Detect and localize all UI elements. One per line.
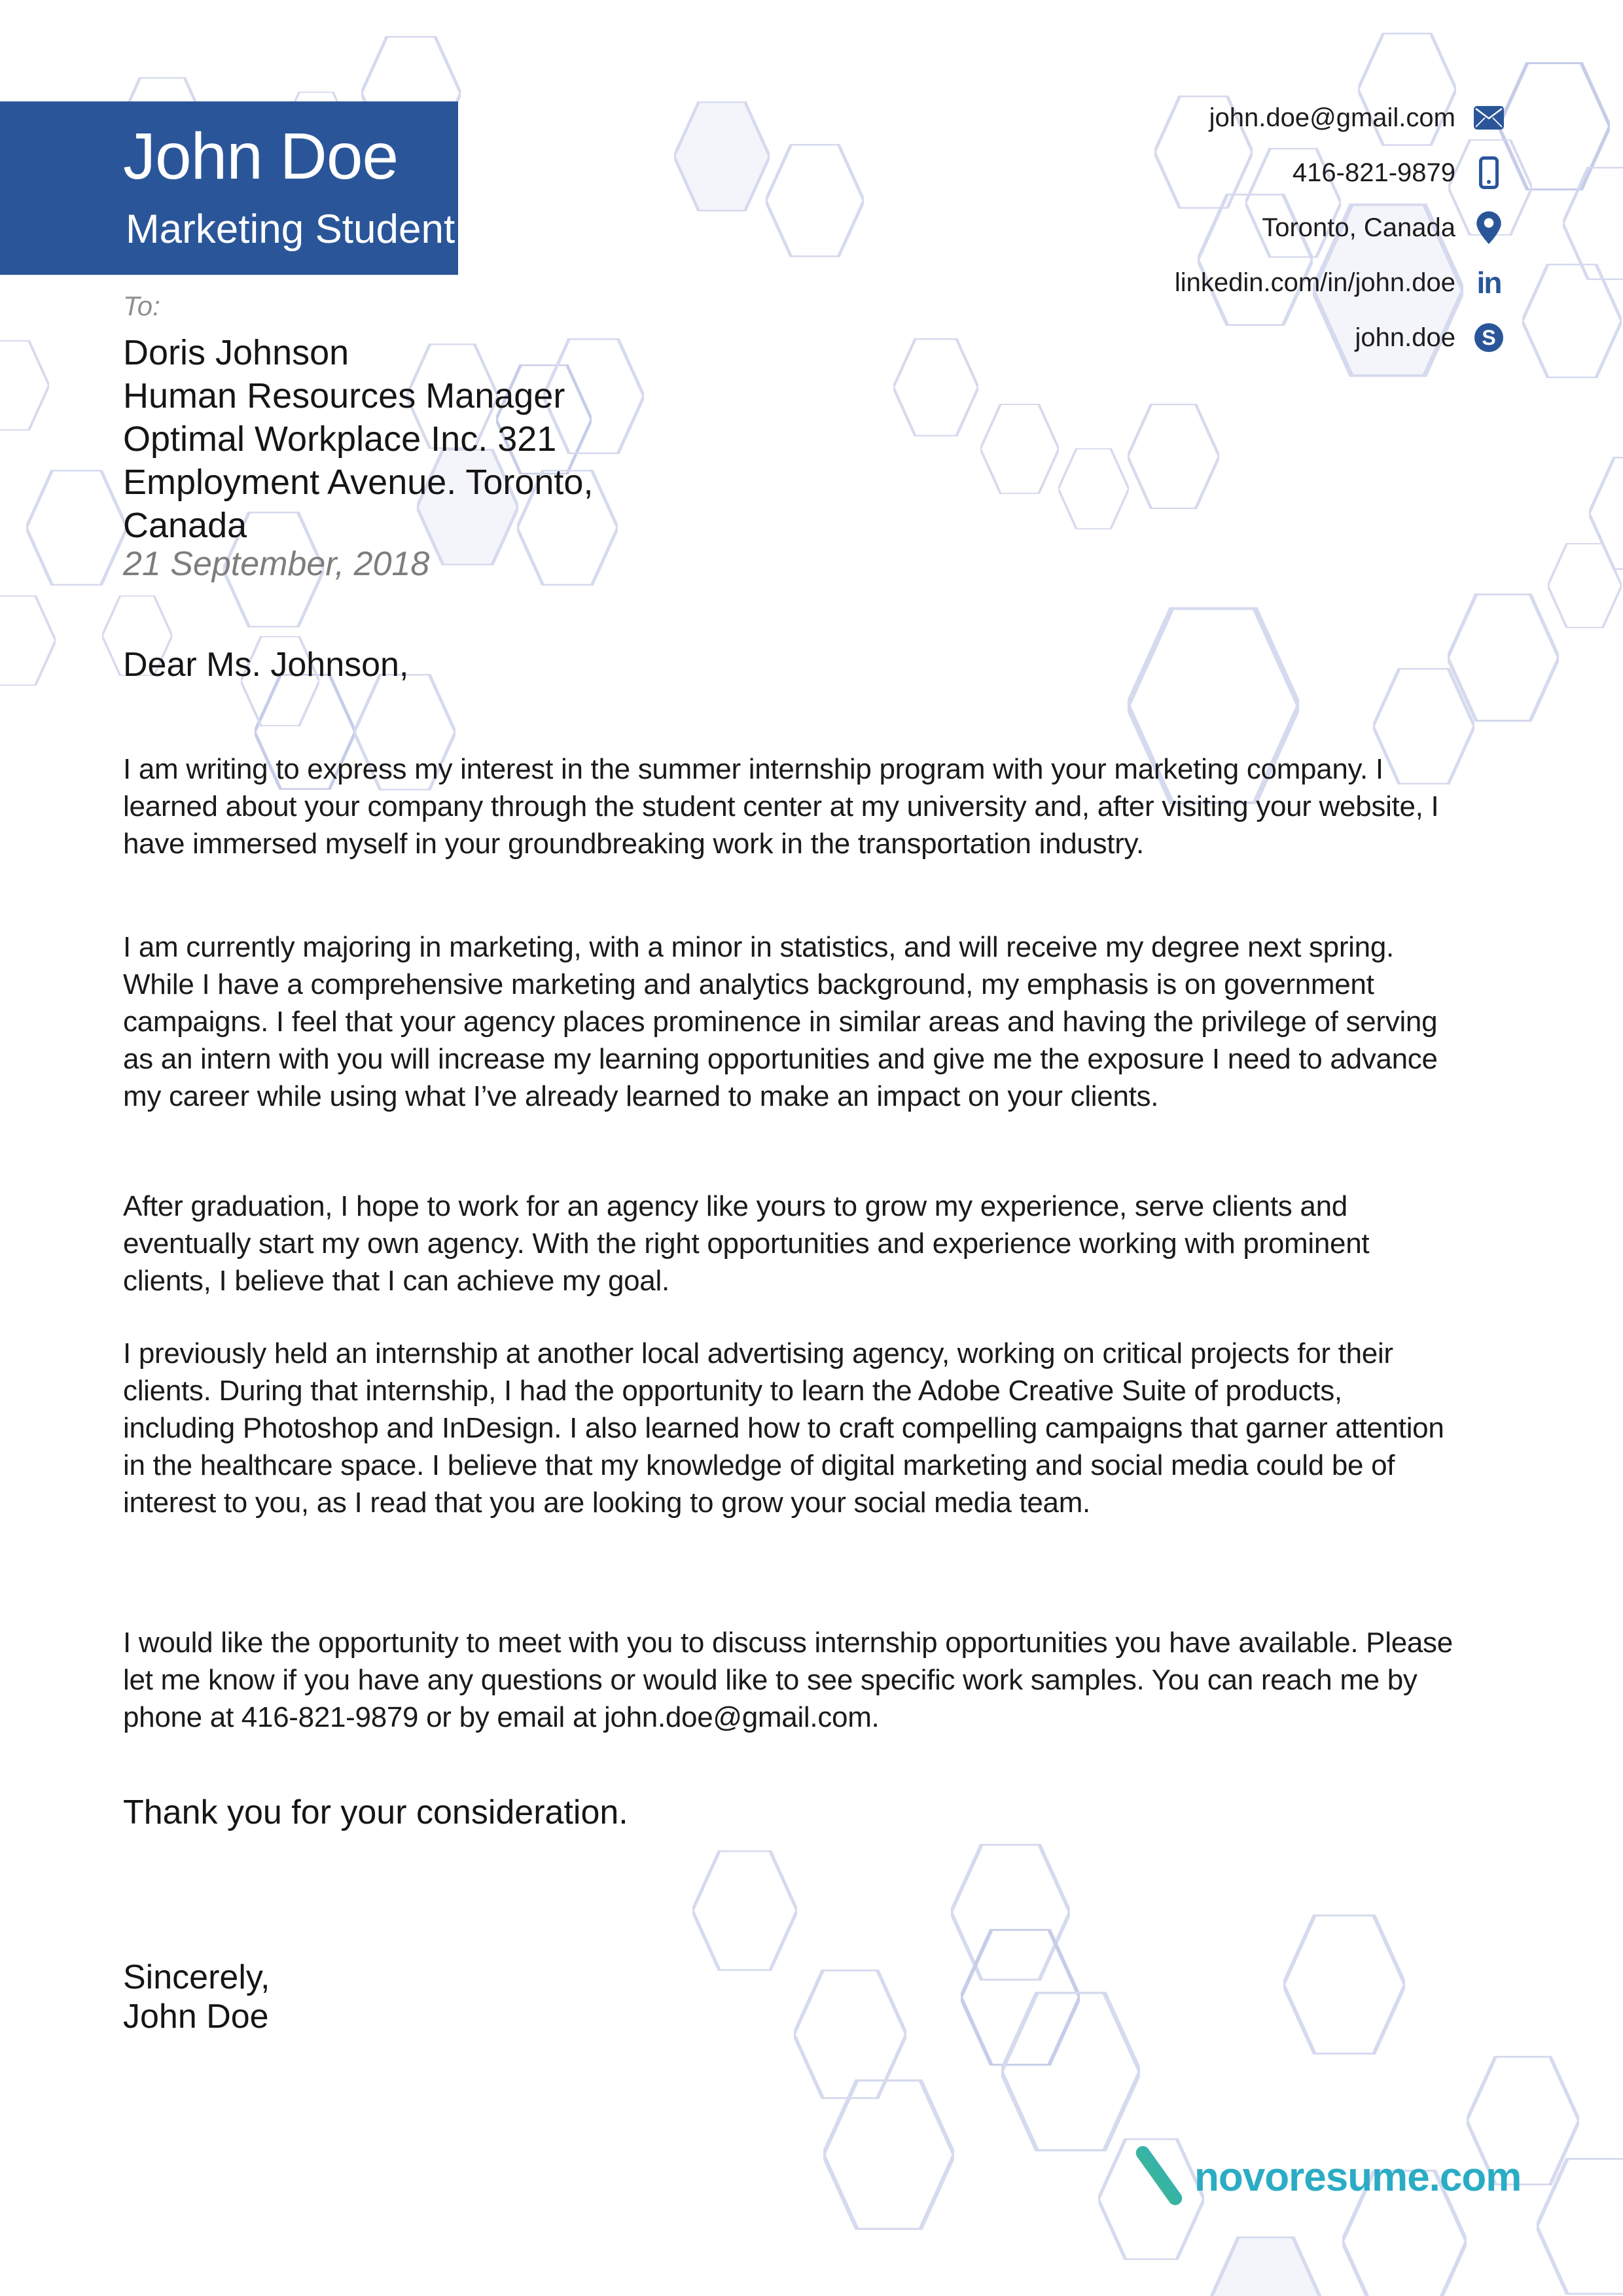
linkedin-value[interactable]: linkedin.com/in/john.doe	[1174, 268, 1455, 297]
thanks-line: Thank you for your consideration.	[123, 1793, 628, 1831]
recipient-role: Human Resources Manager	[123, 376, 565, 415]
novoresume-wordmark: novoresume.com	[1194, 2155, 1522, 2200]
closing-signature: John Doe	[123, 1998, 269, 2036]
contact-row-linkedin	[1175, 255, 1505, 310]
novoresume-logo[interactable]	[1134, 2145, 1521, 2210]
recipient-country: Canada	[123, 506, 247, 545]
recipient-block	[123, 331, 593, 547]
skype-value: john.doe	[1355, 323, 1455, 352]
phone-value: 416-821-9879	[1292, 158, 1455, 187]
email-icon	[1472, 101, 1505, 134]
contact-info	[1175, 90, 1505, 365]
salutation: Dear Ms. Johnson,	[123, 646, 409, 684]
letter-date: 21 September, 2018	[123, 545, 430, 583]
paragraph-goals: After graduation, I hope to work for an agency like yours to grow my experience, serve clients and eventually start my own agency. With the right opportunities and experience working with prominent clients, I believe that I can achieve my goal.	[123, 1190, 1370, 1297]
recipient-name: Doris Johnson	[123, 333, 349, 372]
paragraph-request: I would like the opportunity to meet with you to discuss internship opportunities you have available. Please let me know if you have any questions or would like to see specific work samples. You can reach me by phone at 416-821-9879 or by email at john.doe@gmail.com.	[123, 1627, 1453, 1733]
recipient-address: Employment Avenue. Toronto,	[123, 463, 594, 502]
header-banner	[0, 101, 458, 275]
closing-sincerely: Sincerely,	[123, 1958, 270, 1996]
phone-icon	[1472, 156, 1505, 189]
contact-row-skype	[1175, 310, 1505, 365]
paragraph-intro: I am writing to express my interest in the summer internship program with your marketing company. I learned about your company through the student center at my university and, after visiting your website, I have immersed myself in your groundbreaking work in the transportation industry.	[123, 753, 1439, 860]
contact-row-phone	[1175, 145, 1505, 200]
paragraph-background: I am currently majoring in marketing, with a minor in statistics, and will receive my degree next spring. While I have a comprehensive marketing and analytics background, my emphasis is on government campaigns. I feel that your agency places prominence in similar areas and having the privilege of serving as an intern with you will increase my learning opportunities and give me the exposure I need to advance my career while using what I’ve already learned to make an impact on your clients.	[123, 931, 1438, 1112]
recipient-company: Optimal Workplace Inc. 321	[123, 419, 557, 459]
applicant-job-title: Marketing Student	[126, 207, 455, 252]
closing-block	[123, 1958, 270, 2036]
location-icon	[1472, 211, 1505, 244]
svg-text:S: S	[1482, 326, 1496, 349]
paragraph-experience: I previously held an internship at another local advertising agency, working on critical projects for their clients. During that internship, I had the opportunity to learn the Adobe Creative Suite of products, including Photoshop and InDesign. I also learned how to craft compelling campaigns that garner attention in the healthcare space. I believe that my knowledge of digital marketing and social media could be of interest to you, as I read that you are looking to grow your social media team.	[123, 1337, 1444, 1519]
to-label: To:	[123, 291, 160, 321]
applicant-name: John Doe	[123, 120, 399, 193]
contact-row-email	[1175, 90, 1505, 145]
skype-icon	[1472, 321, 1505, 354]
linkedin-icon: in	[1476, 266, 1501, 300]
location-value: Toronto, Canada	[1262, 213, 1455, 242]
email-value[interactable]: john.doe@gmail.com	[1209, 103, 1455, 132]
contact-row-location	[1175, 200, 1505, 255]
novoresume-n-icon	[1134, 2145, 1184, 2210]
